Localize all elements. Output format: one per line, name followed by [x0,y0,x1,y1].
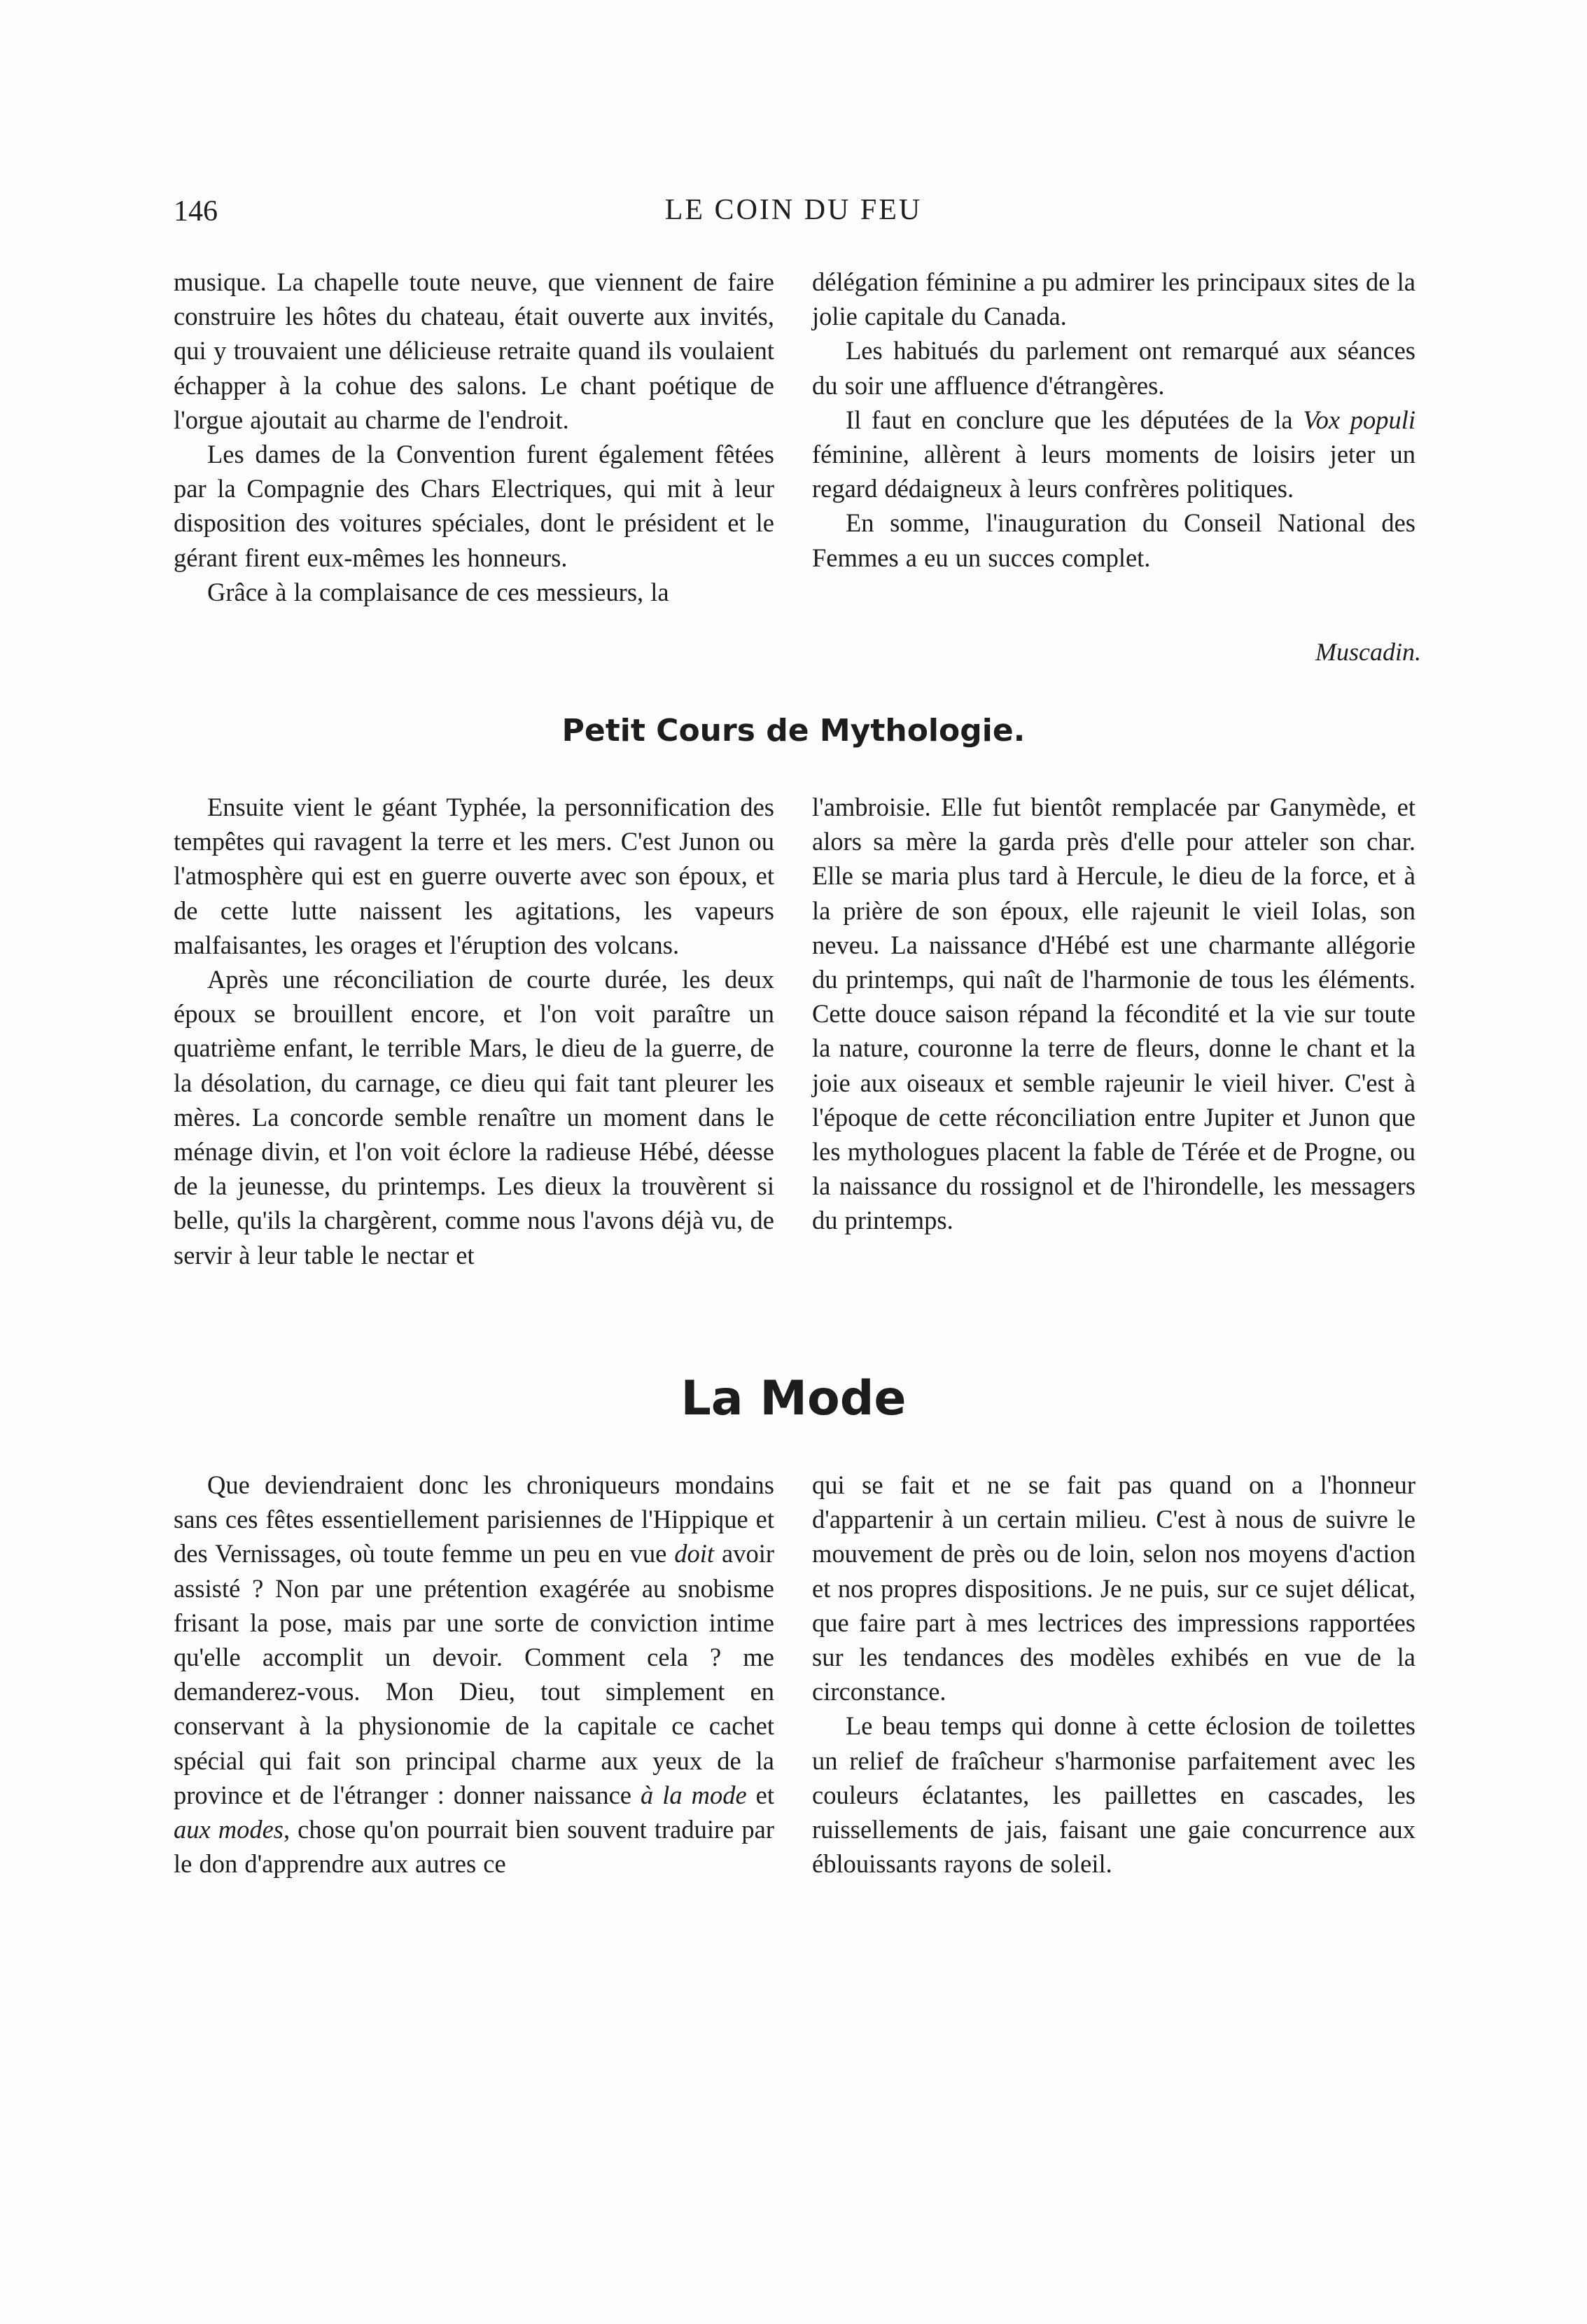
paragraph: Ensuite vient le géant Typhée, la personnification des tempêtes qui ravagent la terre et les mers. C'est Junon ou l'atmosphère qui est en guerre ouverte avec son époux, et de cette lutte naissent les agitations, les vapeurs malfaisantes, les orages et l'éruption des volcans. [174,793,774,959]
paragraph: Que deviendraient donc les chroniqueurs mondains sans ces fêtes essentiellement parisiennes de l'Hippique et des Vernissages, où toute femme un peu en vue doit avoir assisté ? Non par une prétention exagérée au snobisme frisant la pose, mais par une sorte de conviction intime qu'elle accomplit un devoir. Comment cela ? me demanderez-vous. Mon Dieu, tout simplement en conservant à la physionomie de la capitale ce cachet spécial qui fait son principal charme aux yeux de la province et de l'étranger : donner naissance à la mode et aux modes, chose qu'on pourrait bien souvent traduire par le don d'apprendre aux autres ce [174,1470,775,1879]
section-heading-mythologie: Petit Cours de Mythologie. [561,713,1026,749]
paragraph: l'ambroisie. Elle fut bientôt remplacée par Ganymède, et alors sa mère la garda près d'elle pour atteler son char. Elle se maria plus tard à Hercule, le dieu de la force, et à la prière de son époux, elle rajeunit le vieil Iolas, son neveu. La naissance d'Hébé est une charmante allégorie du printemps, qui naît de l'harmonie de tous les éléments. Cette douce saison répand la fécondité et la vie sur toute la nature, couronne la terre de fleurs, donne le chant et la joie aux oiseaux et semble rajeunir le vieil hiver. C'est à l'époque de cette réconciliation entre Jupiter et Junon que les mythologues placent la fable de Térée et de Progne, ou la naissance du rossignol et de l'hirondelle, les messagers du printemps. [812,793,1415,1235]
mode-left-column [174,1468,774,1881]
paragraph: Il faut en conclure que les députées de la Vox populi féminine, allèrent à leurs moments de loisirs jeter un regard dédaigneux à leurs confrères politiques. [812,405,1416,503]
mythologie-right-column [812,790,1415,1238]
mode-right-column [812,1468,1415,1881]
paragraph: En somme, l'inauguration du Conseil National des Femmes a eu un succes complet. [812,508,1415,572]
section-heading-la-mode: La Mode [680,1371,907,1426]
paragraph: qui se fait et ne se fait pas quand on a l'honneur d'appartenir à un certain milieu. C'est à nous de suivre le mouvement de près ou de loin, selon nos moyens d'action et nos propres dispositions. Je ne puis, sur ce sujet délicat, que faire part à mes lectrices des impressions rapportées sur les tendances des modèles exhibés en vue de la circonstance. [812,1470,1415,1706]
mythologie-left-column [174,790,774,1272]
paragraph: délégation féminine a pu admirer les principaux sites de la jolie capitale du Canada. [812,267,1415,331]
page-number: 146 [174,195,218,228]
article1-right-column [812,265,1415,575]
paragraph: Les habitués du parlement ont remarqué aux séances du soir une affluence d'étrangères. [812,336,1415,400]
paragraph: Grâce à la complaisance de ces messieurs, la [207,577,669,606]
paragraph: Les dames de la Convention furent également fêtées par la Compagnie des Chars Electriques, qui mit à leur disposition des voitures spéciales, dont le président et le gérant firent eux-mêmes les honneurs. [174,440,774,572]
paragraph: musique. La chapelle toute neuve, que viennent de faire construire les hôtes du chateau, était ouverte aux invités, qui y trouvaient une délicieuse retraite quand ils voulaient échapper à la cohue des salons. Le chant poétique de l'orgue ajoutait au charme de l'endroit. [174,267,774,434]
paragraph: Après une réconciliation de courte durée, les deux époux se brouillent encore, et l'on voit paraître un quatrième enfant, le terrible Mars, le dieu de la guerre, de la désolation, du carnage, ce dieu qui fait tant pleurer les mères. La concorde semble renaître un moment dans le ménage divin, et l'on voit éclore la radieuse Hébé, déesse de la jeunesse, du printemps. Les dieux la trouvèrent si belle, qu'ils la chargèrent, comme nous l'avons déjà vu, de servir à leur table le nectar et [174,965,774,1269]
article1-left-column [174,265,774,609]
running-title: LE COIN DU FEU [664,194,923,226]
paragraph: Le beau temps qui donne à cette éclosion de toilettes un relief de fraîcheur s'harmonise parfaitement avec les couleurs éclatantes, les paillettes en cascades, les ruissellements de jais, faisant une gaie concurrence aux éblouissants rayons de soleil. [812,1711,1415,1879]
signature: Muscadin. [1315,638,1421,666]
